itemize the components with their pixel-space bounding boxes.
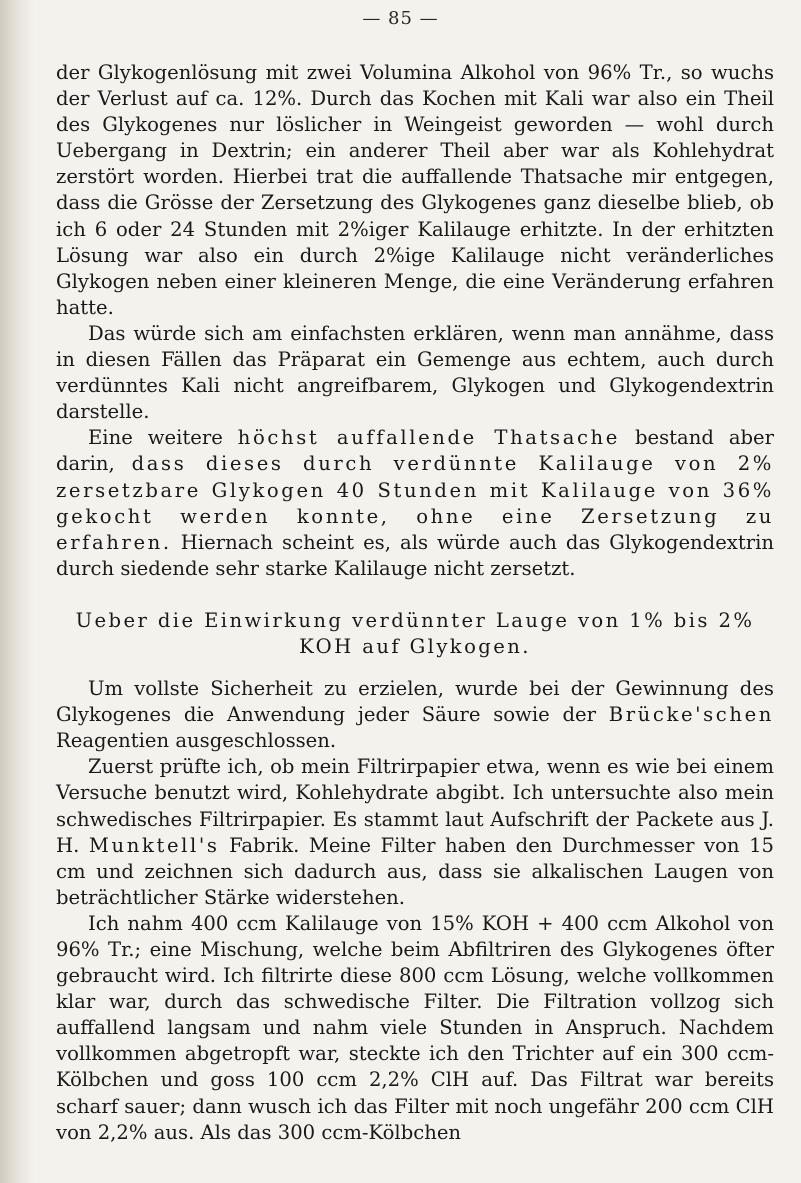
paragraph-filter-paper — [56, 754, 774, 911]
filter-emphasis: Munktell's — [88, 833, 220, 857]
paragraph-observation — [56, 425, 774, 582]
filter-tail: Fabrik. Meine Filter haben den Durchmesser von 15 cm und zeichnen sich dadurch aus, dass sie alkalischen Laugen von beträchtlicher Stärke widerstehen. — [56, 833, 775, 909]
page-number: — 85 — — [362, 8, 439, 29]
observation-emphasis-2: dass dieses durch verdünnte Kalilauge von 2% zersetzbare Glykogen 40 Stunden mit Kalilauge von 36% gekocht werden konnte, ohne eine Zersetzung zu erfahren. — [56, 452, 774, 554]
observation-emphasis: höchst auffallende Thatsache — [237, 426, 620, 450]
certainty-tail: Reagentien ausgeschlossen. — [56, 729, 337, 753]
observation-tail: Hiernach scheint es, als würde auch das Glykogendextrin durch siedende sehr starke Kalilauge nicht zersetzt. — [56, 530, 774, 580]
paragraph-glykogen-loss: der Glykogenlösung mit zwei Volumina Alkohol von 96% Tr., so wuchs der Verlust auf ca. 12%. Durch das Kochen mit Kali war also ein Theil des Glykogenes nur löslicher in Weingeist geworden — wohl durch Uebergang in Dextrin; ein anderer Theil aber war als Kohlehydrat zerstört worden. Hierbei trat die auffallende Thatsache mir entgegen, dass die Grösse der Zersetzung des Glykogenes ganz dieselbe blieb, ob ich 6 oder 24 Stunden mit 2%iger Kalilauge erhitzte. In der erhitzten Lösung war also ein durch 2%ige Kalilauge nicht veränderliches Glykogen neben einer kleineren Menge, die eine Veränderung erfahren hatte. — [56, 61, 774, 319]
certainty-lead: Um vollste Sicherheit zu erzielen, wurde bei der Gewinnung des Glykogenes die Anwendung jeder Säure sowie der — [56, 677, 774, 727]
filter-lead: Zuerst prüfte ich, ob mein Filtrirpapier etwa, wenn es wie bei einem Versuche benutzt wird, Kohlehydrate abgibt. Ich untersuchte also mein schwedisches Filtrirpapier. Es stammt laut Aufschrift der Packete aus J. H. — [56, 755, 774, 857]
observation-lead: Eine weitere — [88, 426, 223, 450]
paragraph-certainty — [56, 676, 774, 754]
observation-mid: bestand aber darin, — [56, 426, 775, 476]
section-heading: Ueber die Einwirkung verdünnter Lauge von 1% bis 2% KOH auf Glykogen. — [75, 608, 755, 658]
body-text — [56, 60, 774, 1146]
paragraph-experiment: Ich nahm 400 ccm Kalilauge von 15% KOH + 400 ccm Alkohol von 96% Tr.; eine Mischung, welche beim Abfiltriren des Glykogenes öfter gebraucht wird. Ich filtrirte diese 800 ccm Lösung, welche vollkommen klar war, durch das schwedische Filter. Die Filtration vollzog sich auffallend langsam und nahm viele Stunden in Anspruch. Nachdem vollkommen abgetropft war, steckte ich den Trichter auf ein 300 ccm-Kölbchen und goss 100 ccm 2,2% ClH auf. Das Filtrat war bereits scharf sauer; dann wusch ich das Filter mit noch ungefähr 200 ccm ClH von 2,2% aus. Als das 300 ccm-Kölbchen — [56, 911, 774, 1144]
certainty-emphasis: Brücke'schen — [608, 703, 774, 727]
page-gutter-shadow — [0, 0, 34, 1183]
paragraph-explanation: Das würde sich am einfachsten erklären, wenn man annähme, dass in diesen Fällen das Präparat ein Gemenge aus echtem, auch durch verdünntes Kali nicht angreifbarem, Glykogen und Glykogendextrin darstelle. — [56, 321, 774, 424]
